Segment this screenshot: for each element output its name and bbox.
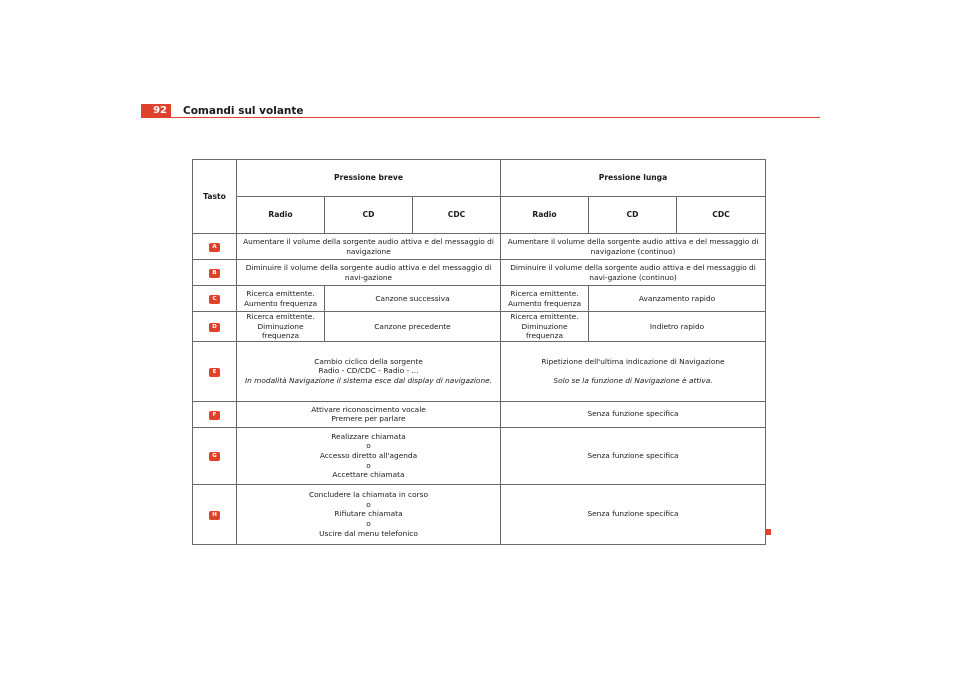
row-e-long-line1: Ripetizione dell'ultima indicazione di Navigazione <box>541 357 725 367</box>
row-e-short-line2: Radio - CD/CDC - Radio - ... <box>318 366 419 376</box>
row-e-short-line1: Cambio ciclico della sorgente <box>314 356 423 366</box>
row-d-long-cd: Indietro rapido <box>589 312 766 342</box>
row-h-short <box>237 484 501 544</box>
header-rule <box>141 117 820 118</box>
row-c-long-radio: Ricerca emittente. Aumento frequenza <box>501 286 589 312</box>
key-g-icon: G <box>209 452 220 461</box>
row-a-long: Aumentare il volume della sorgente audio attiva e del messaggio di navigazione (continuo) <box>501 234 766 260</box>
row-e-short-note: In modalità Navigazione il sistema esce dal display di navigazione. <box>244 376 493 386</box>
row-h-or1: o <box>366 499 371 509</box>
header-col-radio-long: Radio <box>501 197 589 234</box>
row-g-or2: o <box>366 460 371 470</box>
key-a-icon: A <box>209 243 220 252</box>
row-g-short-line1: Realizzare chiamata <box>331 431 406 441</box>
row-h-long: Senza funzione specifica <box>501 484 766 544</box>
steering-controls-table <box>192 159 766 545</box>
key-b-icon: B <box>209 269 220 278</box>
header-col-radio-short: Radio <box>237 197 325 234</box>
table-row <box>193 484 766 544</box>
header-tasto: Tasto <box>193 160 237 234</box>
row-d-long-radio: Ricerca emittente. Diminuzione frequenza <box>501 312 589 342</box>
key-c-icon: C <box>209 295 220 304</box>
row-c-short-cd: Canzone successiva <box>325 286 501 312</box>
row-f-short <box>237 401 501 427</box>
row-g-or1: o <box>366 441 371 451</box>
row-f-short-line2: Premere per parlare <box>331 414 406 424</box>
table-row <box>193 312 766 342</box>
table-row <box>193 341 766 401</box>
row-c-long-cd: Avanzamento rapido <box>589 286 766 312</box>
row-d-short-radio: Ricerca emittente. Diminuzione frequenza <box>237 312 325 342</box>
row-h-or2: o <box>366 519 371 529</box>
table-row <box>193 427 766 484</box>
header-col-cdc-long: CDC <box>677 197 766 234</box>
row-g-short-line2: Accesso diretto all'agenda <box>319 450 418 460</box>
header-col-cd-short: CD <box>325 197 413 234</box>
row-h-short-line1: Concludere la chiamata in corso <box>308 490 429 500</box>
row-e-short <box>237 341 501 401</box>
row-b-long: Diminuire il volume della sorgente audio attiva e del messaggio di navi-gazione (continuo) <box>501 260 766 286</box>
table-row <box>193 260 766 286</box>
header-long-press: Pressione lunga <box>501 160 766 197</box>
key-e-icon: E <box>209 368 220 377</box>
header-col-cd-long: CD <box>589 197 677 234</box>
key-f-icon: F <box>209 411 220 420</box>
page-number: 92 <box>141 104 171 118</box>
table-row <box>193 401 766 427</box>
row-g-long: Senza funzione specifica <box>501 427 766 484</box>
header-short-press: Pressione breve <box>237 160 501 197</box>
row-a-short: Aumentare il volume della sorgente audio attiva e del messaggio di navigazione <box>237 234 501 260</box>
row-f-long: Senza funzione specifica <box>501 401 766 427</box>
row-h-short-line3: Uscire dal menu telefonico <box>319 528 418 538</box>
row-g-short <box>237 427 501 484</box>
page-title: Comandi sul volante <box>183 105 304 117</box>
header-col-cdc-short: CDC <box>413 197 501 234</box>
row-f-short-line1: Attivare riconoscimento vocale <box>311 404 426 414</box>
row-c-short-radio: Ricerca emittente. Aumento frequenza <box>237 286 325 312</box>
end-marker-icon <box>765 529 771 535</box>
row-g-short-line3: Accettare chiamata <box>332 470 405 480</box>
row-e-long <box>501 341 766 401</box>
row-d-short-cd: Canzone precedente <box>325 312 501 342</box>
key-d-icon: D <box>209 323 220 332</box>
row-b-short: Diminuire il volume della sorgente audio attiva e del messaggio di navi-gazione <box>237 260 501 286</box>
key-h-icon: H <box>209 511 220 520</box>
table-row <box>193 286 766 312</box>
table-row <box>193 234 766 260</box>
row-e-long-note: Solo se la funzione di Navigazione è attiva. <box>553 375 713 385</box>
row-h-short-line2: Rifiutare chiamata <box>334 509 403 519</box>
